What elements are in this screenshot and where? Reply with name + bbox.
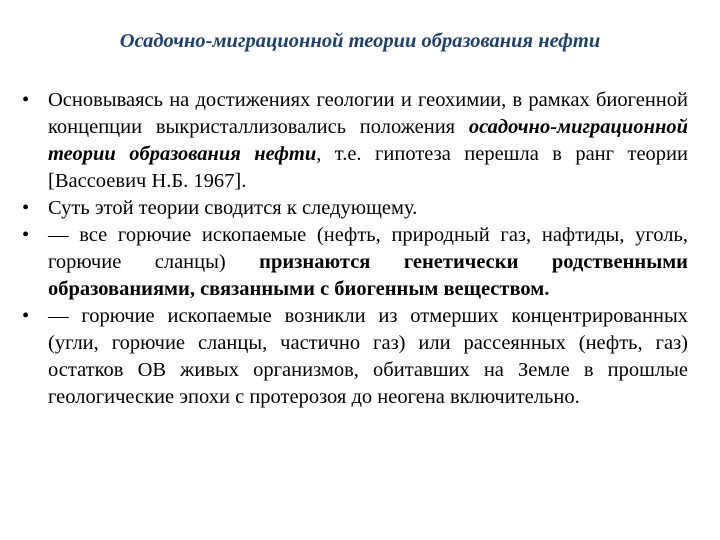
bullet-item-2	[22, 195, 688, 222]
bullet-2-text: Суть этой теории сводится к следующему.	[48, 197, 418, 219]
bullet-1-text-end: , т.е. гипотеза перешла в ранг теории [Вассоевич Н.Б. 1967].	[48, 143, 688, 192]
bullet-list	[22, 87, 688, 411]
bullet-item-4	[22, 303, 688, 411]
bullet-3-text: — все горючие ископаемые (нефть, природный газ, нафтиды, уголь, горючие сланцы)	[48, 224, 688, 273]
bullet-1-text: Основываясь на достижениях геологии и геохимии, в рамках биогенной концепции выкристаллизовались положения	[48, 89, 688, 138]
bullet-1-emphasis: осадочно-миграционной теории образования нефти	[48, 116, 688, 165]
bullet-4-text: — горючие ископаемые возникли из отмерших концентрированных (угли, горючие сланцы, частично газ) или рассеянных (нефть, газ) остатков ОВ живых организмов, обитавших на Земле в прошлые геологические эпохи с протерозоя до неогена включительно.	[48, 305, 688, 408]
slide-title: Осадочно-миграционной теории образования нефти	[119, 30, 601, 52]
bullet-marker: •	[22, 89, 30, 111]
bullet-3-bold: признаются генетически родственными образованиями, связанными с биогенным веществом.	[48, 251, 688, 300]
bullet-marker: •	[22, 197, 30, 219]
bullet-marker: •	[22, 305, 30, 327]
bullet-item-1	[22, 87, 688, 195]
bullet-marker: •	[22, 224, 30, 246]
bullet-item-3	[22, 222, 688, 303]
